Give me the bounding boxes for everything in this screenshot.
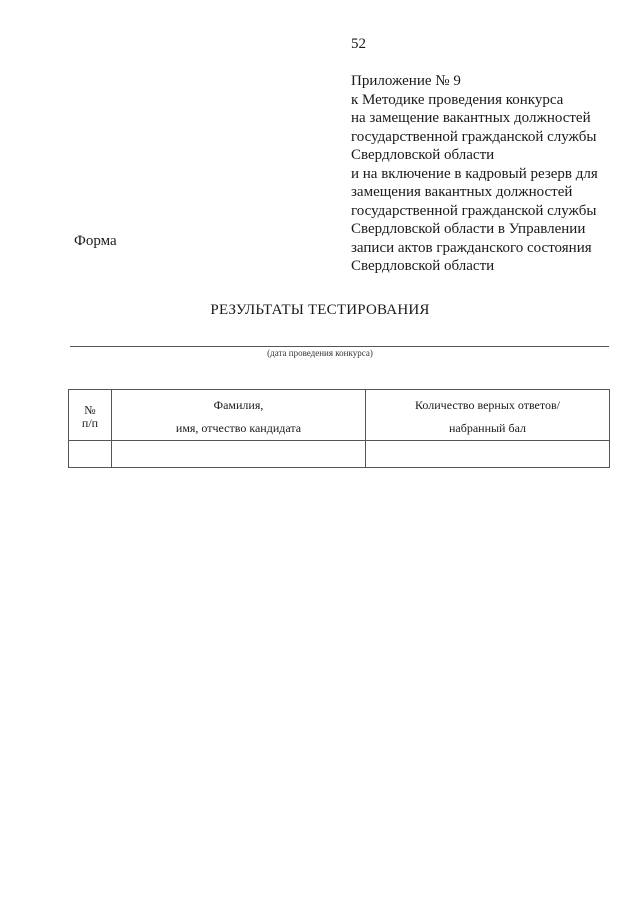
form-label: Форма <box>74 233 117 249</box>
header-name-line2: имя, отчество кандидата <box>175 421 302 435</box>
page-number: 52 <box>351 36 366 52</box>
header-score-line2: набранный бал <box>448 421 527 435</box>
appendix-line: записи актов гражданского состояния <box>351 239 592 256</box>
header-number <box>69 390 112 441</box>
appendix-line: на замещение вакантных должностей <box>351 110 591 126</box>
date-fill-line <box>70 346 609 347</box>
appendix-header <box>351 72 631 276</box>
header-name <box>112 390 366 441</box>
date-caption: (дата проведения конкурса) <box>267 348 373 358</box>
appendix-line: к Методике проведения конкурса <box>351 91 564 108</box>
cell-score[interactable] <box>366 441 610 468</box>
cell-name[interactable] <box>112 441 366 468</box>
appendix-line: государственной гражданской службы <box>351 202 597 219</box>
results-table <box>68 389 610 468</box>
document-heading: РЕЗУЛЬТАТЫ ТЕСТИРОВАНИЯ <box>210 302 430 318</box>
cell-number[interactable] <box>69 441 112 468</box>
appendix-line: Свердловской области в Управлении <box>351 221 586 237</box>
appendix-line: Свердловской области <box>351 258 495 274</box>
header-number-line1: № <box>84 403 96 417</box>
appendix-line: и на включение в кадровый резерв для <box>351 165 598 182</box>
table-row <box>69 441 610 468</box>
header-score-line1: Количество верных ответов/ <box>415 398 560 412</box>
header-name-line1: Фамилия, <box>213 398 264 412</box>
header-number-line2: п/п <box>81 416 99 430</box>
header-score <box>366 390 610 441</box>
appendix-line: государственной гражданской службы <box>351 128 597 145</box>
appendix-title: Приложение № 9 <box>351 73 461 89</box>
table-header-row <box>69 390 610 441</box>
appendix-line: замещения вакантных должностей <box>351 184 573 200</box>
appendix-line: Свердловской области <box>351 147 495 163</box>
